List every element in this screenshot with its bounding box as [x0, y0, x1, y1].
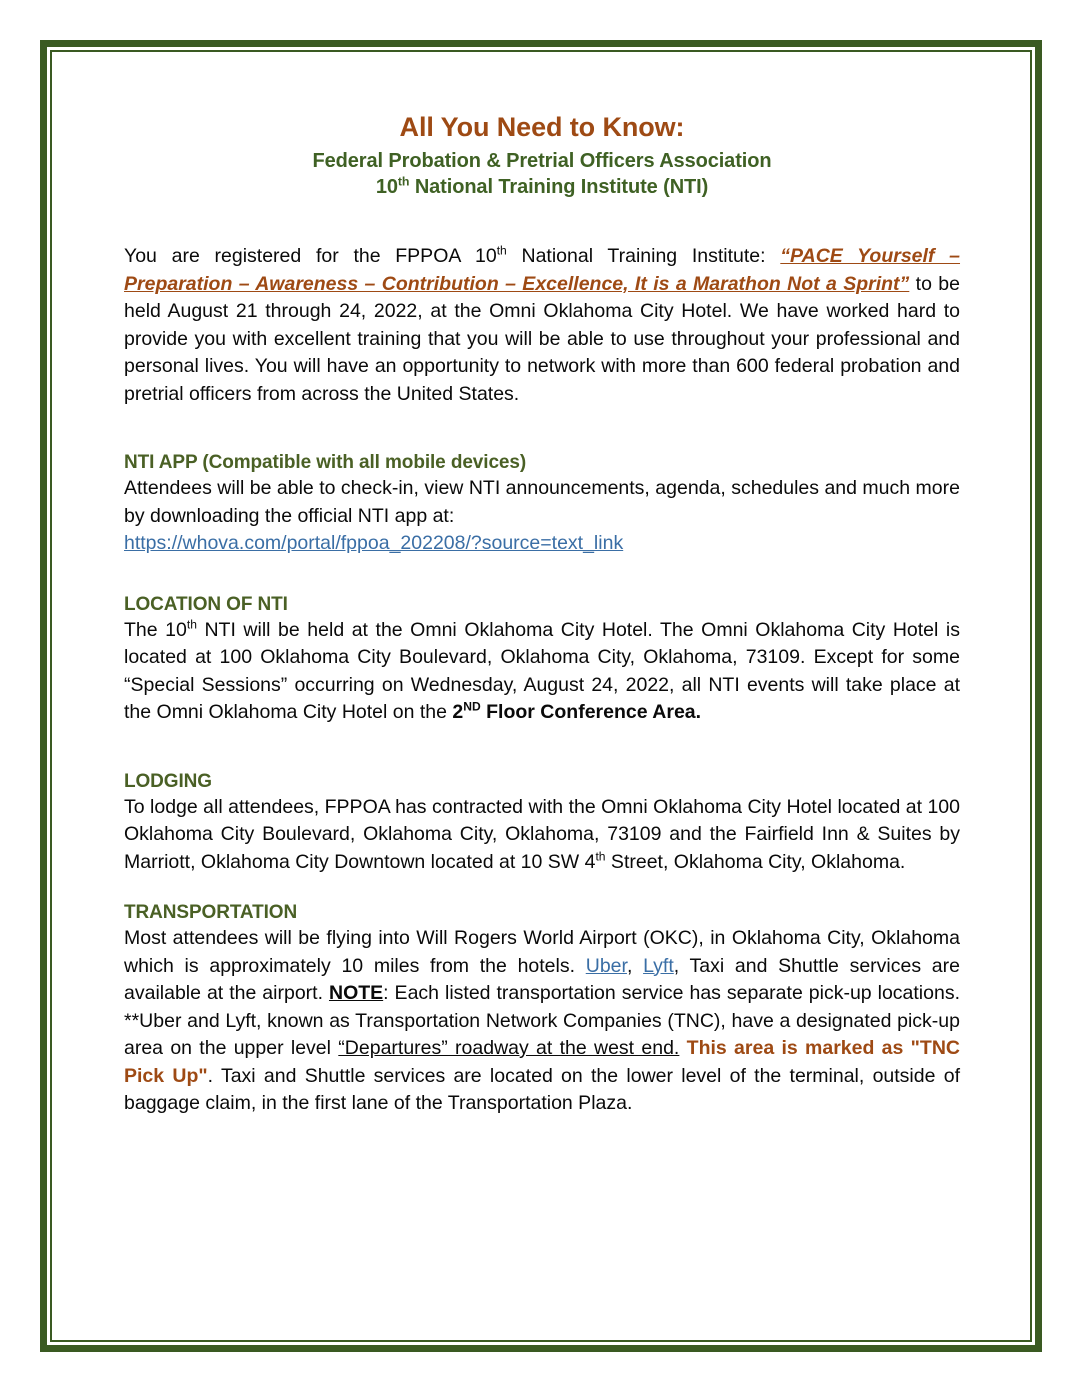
lodging-text-1: To lodge all attendees, FPPOA has contracted with the Omni Oklahoma City Hotel located at 100 Oklahoma City Boulevard, Oklahoma City, Oklahoma, 73109 and the Fairfield Inn & Suites by Marriott, Oklahoma City Downtown located at 10 SW 4 [124, 795, 960, 873]
transportation-text-2: , Taxi and Shuttle services are available at the airport. [124, 954, 960, 1004]
tnc-pickup-emphasis: This area is marked as "TNC Pick Up" [124, 1037, 960, 1087]
lyft-link[interactable]: Lyft [643, 954, 674, 977]
transportation-link-separator: , [626, 954, 644, 977]
nti-app-paragraph: Attendees will be able to check-in, view NTI announcements, agenda, schedules and much more by downloading the official NTI app at: [124, 477, 960, 527]
location-ordinal-suffix: th [186, 617, 197, 631]
spacer [124, 558, 960, 594]
transportation-paragraph [124, 925, 960, 1118]
event-subtitle [124, 176, 960, 199]
location-text-1: The 10 [124, 618, 187, 641]
nti-app-url-line [124, 530, 960, 558]
location-paragraph [124, 617, 960, 727]
lodging-paragraph [124, 794, 960, 877]
section-heading-location: LOCATION OF NTI [124, 593, 288, 615]
event-name: National Training Institute (NTI) [409, 176, 709, 198]
organization-subtitle: Federal Probation & Pretrial Officers Association [312, 150, 772, 172]
intro-ordinal-suffix: th [496, 243, 507, 258]
page-title: All You Need to Know: [399, 112, 685, 142]
uber-link[interactable]: Uber [585, 954, 627, 977]
lodging-text-2: Street, Oklahoma City, Oklahoma. [605, 850, 906, 873]
intro-text-1: You are registered for the FPPOA 10 [124, 245, 497, 267]
intro-text-2: National Training Institute: [506, 245, 781, 267]
spacer [124, 876, 960, 902]
nti-app-url-link[interactable]: https://whova.com/portal/fppoa_202208/?source=text_link [124, 532, 624, 554]
section-heading-nti-app: NTI APP (Compatible with all mobile devices) [124, 452, 527, 473]
document-content [124, 112, 960, 1118]
transportation-text-4 [679, 1037, 686, 1059]
event-ordinal-suffix: th [397, 174, 410, 189]
transportation-note-label: NOTE [328, 982, 384, 1004]
intro-text-3: to be held August 21 through 24, 2022, at the Omni Oklahoma City Hotel. We have worked hard to provide you with excellent training that you will be able to use throughout your professional and personal lives. You will have an opportunity to network with more than 600 federal probation and pretrial officers from across the United States. [124, 272, 960, 405]
departures-roadway-emphasis: “Departures” roadway at the west end. [338, 1037, 680, 1059]
section-heading-transportation: TRANSPORTATION [124, 902, 298, 923]
location-floor-suffix: ND [463, 699, 481, 714]
event-ordinal-number: 10 [375, 176, 398, 198]
spacer [124, 199, 960, 243]
location-floor-number: 2 [452, 701, 464, 723]
section-heading-lodging: LODGING [124, 770, 212, 792]
intro-paragraph [124, 243, 960, 408]
spacer [124, 727, 960, 771]
transportation-text-3: : Each listed transportation service has separate pick-up locations. **Uber and Lyft, known as Transportation Network Companies (TNC), have a designated pick-up area on the upper level [124, 982, 960, 1059]
lodging-ordinal-suffix: th [595, 849, 606, 863]
spacer [124, 408, 960, 452]
conference-theme-quote: “PACE Yourself – Preparation – Awareness – Contribution – Excellence, It is a Marathon Not a Sprint” [124, 245, 961, 295]
transportation-text-1: Most attendees will be flying into Will Rogers World Airport (OKC), in Oklahoma City, Oklahoma which is approximately 10 miles from the hotels. [124, 927, 960, 977]
transportation-text-5: . Taxi and Shuttle services are located on the lower level of the terminal, outside of baggage claim, in the first lane of the Transportation Plaza. [124, 1064, 960, 1114]
location-text-2: NTI will be held at the Omni Oklahoma City Hotel. The Omni Oklahoma City Hotel is located at 100 Oklahoma City Boulevard, Oklahoma City, Oklahoma, 73109. Except for some “Special Sessions” occurring on Wednesday, August 24, 2022, all NTI events will take place at the Omni Oklahoma City Hotel on the [124, 618, 960, 723]
location-floor-label: Floor Conference Area. [480, 701, 702, 723]
